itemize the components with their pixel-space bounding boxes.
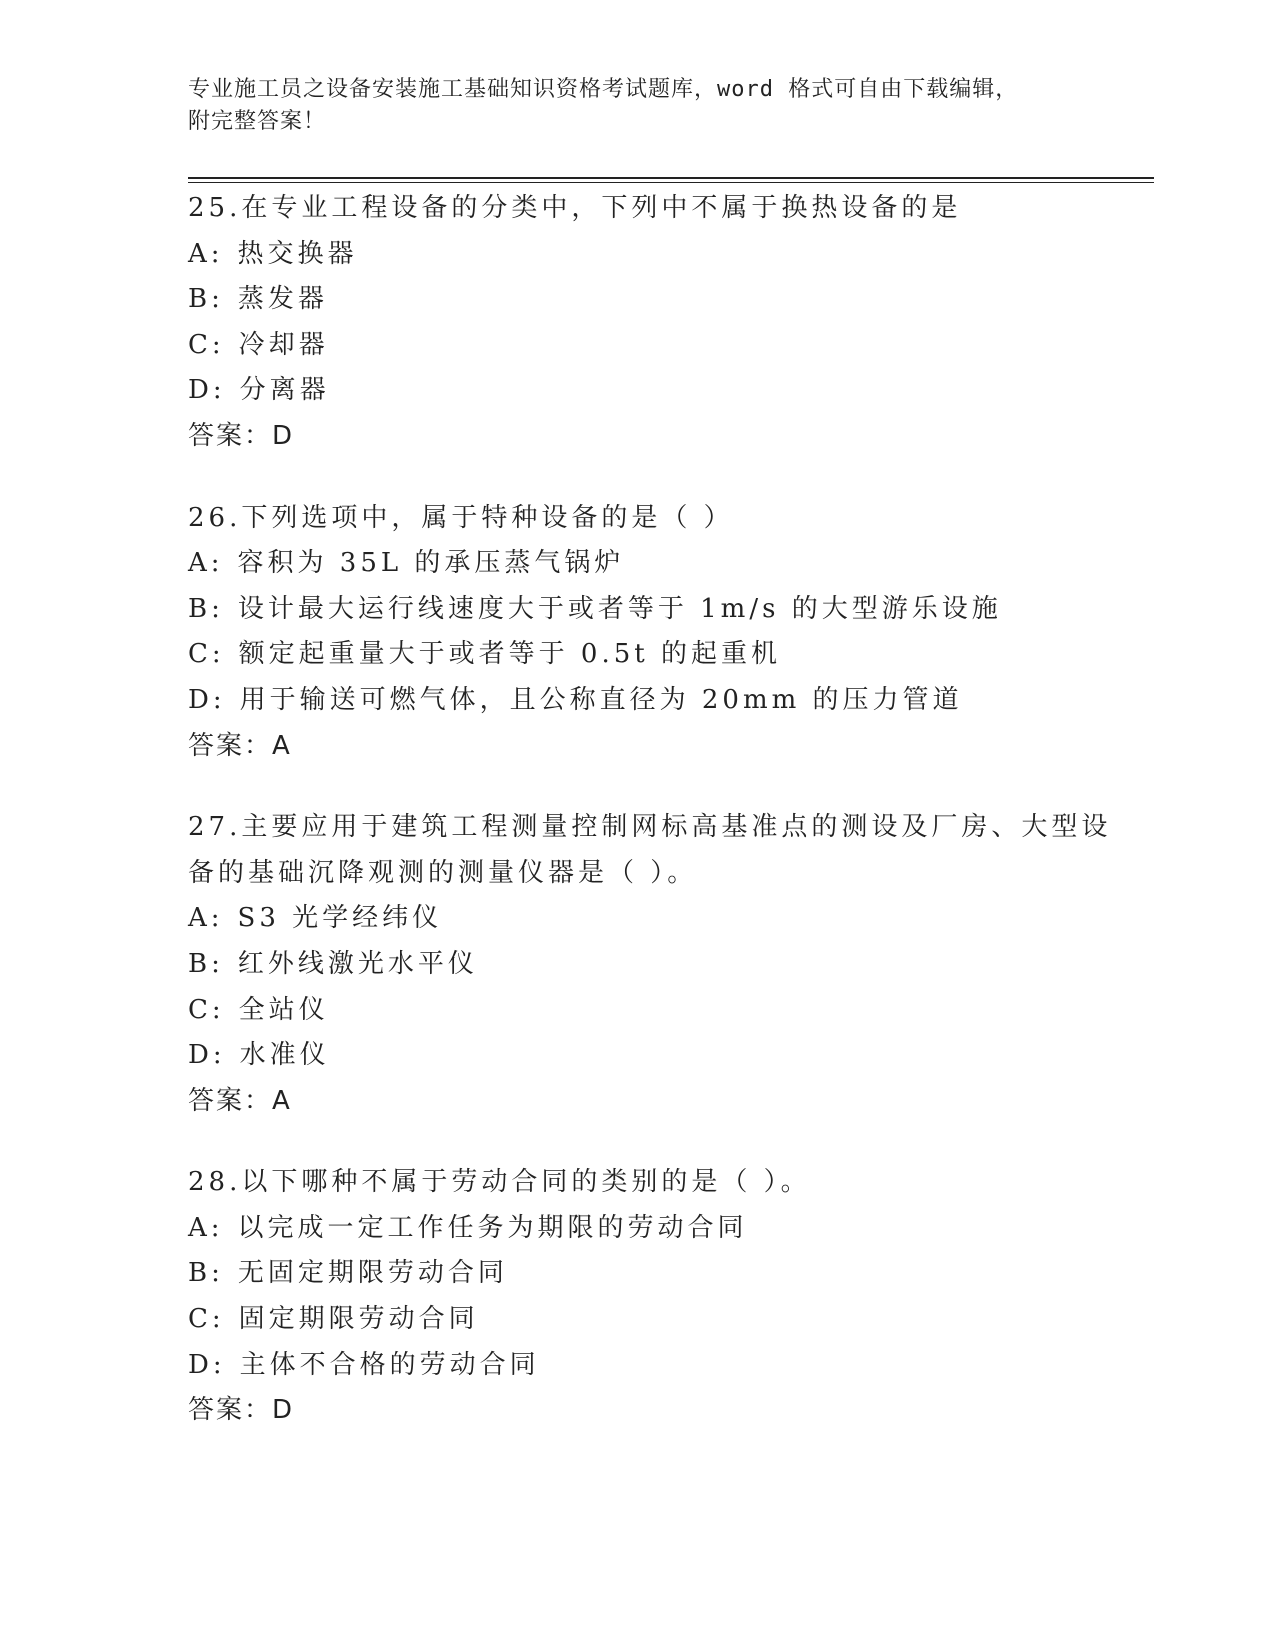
- option-text: 额定起重量大于或者等于 0.5t 的起重机: [238, 639, 781, 670]
- option-d: [188, 1033, 1088, 1079]
- option-a: [188, 232, 1088, 278]
- option-text: 水准仪: [239, 1040, 330, 1071]
- option-a: [188, 541, 1088, 587]
- question-stem: [188, 1160, 1088, 1206]
- option-a: [188, 896, 1088, 942]
- option-letter: C:: [188, 1304, 225, 1335]
- question-stem: [188, 186, 1088, 232]
- question-stem-line: 27.主要应用于建筑工程测量控制网标高基准点的测设及厂房、大型设: [188, 812, 1112, 843]
- option-letter: B:: [188, 1258, 224, 1289]
- option-letter: A:: [188, 1212, 224, 1243]
- header-line-2: 附完整答案！: [188, 109, 327, 134]
- question-26: [188, 496, 1088, 770]
- option-letter: D:: [188, 684, 226, 715]
- option-c: [188, 1297, 1088, 1343]
- option-letter: D:: [188, 1349, 226, 1380]
- option-text: 固定期限劳动合同: [238, 1304, 479, 1335]
- option-letter: D:: [188, 375, 226, 406]
- option-text: 分离器: [239, 375, 330, 406]
- option-text: 主体不合格的劳动合同: [239, 1349, 540, 1380]
- answer-line: 答案：A: [188, 1085, 292, 1116]
- option-text: 以完成一定工作任务为期限的劳动合同: [237, 1212, 748, 1243]
- option-text: 无固定期限劳动合同: [237, 1258, 508, 1289]
- option-letter: A:: [188, 903, 224, 934]
- option-b: [188, 587, 1088, 633]
- option-b: [188, 942, 1088, 988]
- question-28: [188, 1160, 1088, 1434]
- option-c: [188, 988, 1088, 1034]
- option-a: [188, 1206, 1088, 1252]
- question-stem: [188, 496, 1088, 542]
- answer-line: 答案：D: [188, 420, 295, 451]
- option-text: 容积为 35L 的承压蒸气锅炉: [237, 548, 625, 579]
- option-letter: C:: [188, 329, 225, 360]
- option-text: 热交换器: [237, 238, 358, 269]
- option-text: 蒸发器: [237, 284, 328, 315]
- option-d: [188, 1343, 1088, 1389]
- question-stem: [188, 805, 1112, 896]
- option-letter: C:: [188, 994, 225, 1025]
- option-text: 红外线激光水平仪: [237, 948, 478, 979]
- header-divider-thick: [188, 177, 1154, 179]
- option-c: [188, 323, 1088, 369]
- question-25: [188, 186, 1088, 460]
- option-text: 冷却器: [238, 329, 329, 360]
- option-b: [188, 1251, 1088, 1297]
- option-c: [188, 632, 1088, 678]
- question-stem-line: 备的基础沉降观测的测量仪器是（ ）。: [188, 857, 698, 888]
- option-text: 用于输送可燃气体，且公称直径为 20mm 的压力管道: [239, 684, 963, 715]
- option-b: [188, 277, 1088, 323]
- option-letter: D:: [188, 1040, 226, 1071]
- option-d: [188, 678, 1088, 724]
- header-divider-thin: [188, 182, 1154, 183]
- document-header: [188, 74, 1088, 138]
- answer-line: 答案：D: [188, 1395, 295, 1426]
- question-stem-line: 28.以下哪种不属于劳动合同的类别的是（ ）。: [188, 1167, 811, 1198]
- question-list: [188, 186, 1112, 1470]
- question-stem-line: 26.下列选项中，属于特种设备的是（ ）: [188, 502, 734, 533]
- option-letter: B:: [188, 593, 224, 624]
- answer-line: 答案：A: [188, 730, 292, 761]
- option-text: 设计最大运行线速度大于或者等于 1m/s 的大型游乐设施: [237, 593, 1002, 624]
- option-letter: B:: [188, 948, 224, 979]
- option-text: S3 光学经纬仪: [237, 903, 443, 934]
- option-letter: B:: [188, 284, 224, 315]
- option-letter: A:: [188, 548, 224, 579]
- option-letter: A:: [188, 238, 224, 269]
- question-27: [188, 805, 1112, 1124]
- header-line-1: 专业施工员之设备安装施工基础知识资格考试题库，word 格式可自由下载编辑，: [188, 77, 1019, 102]
- question-stem-line: 25.在专业工程设备的分类中，下列中不属于换热设备的是: [188, 193, 962, 223]
- option-d: [188, 368, 1088, 414]
- option-letter: C:: [188, 639, 225, 670]
- option-text: 全站仪: [238, 994, 329, 1025]
